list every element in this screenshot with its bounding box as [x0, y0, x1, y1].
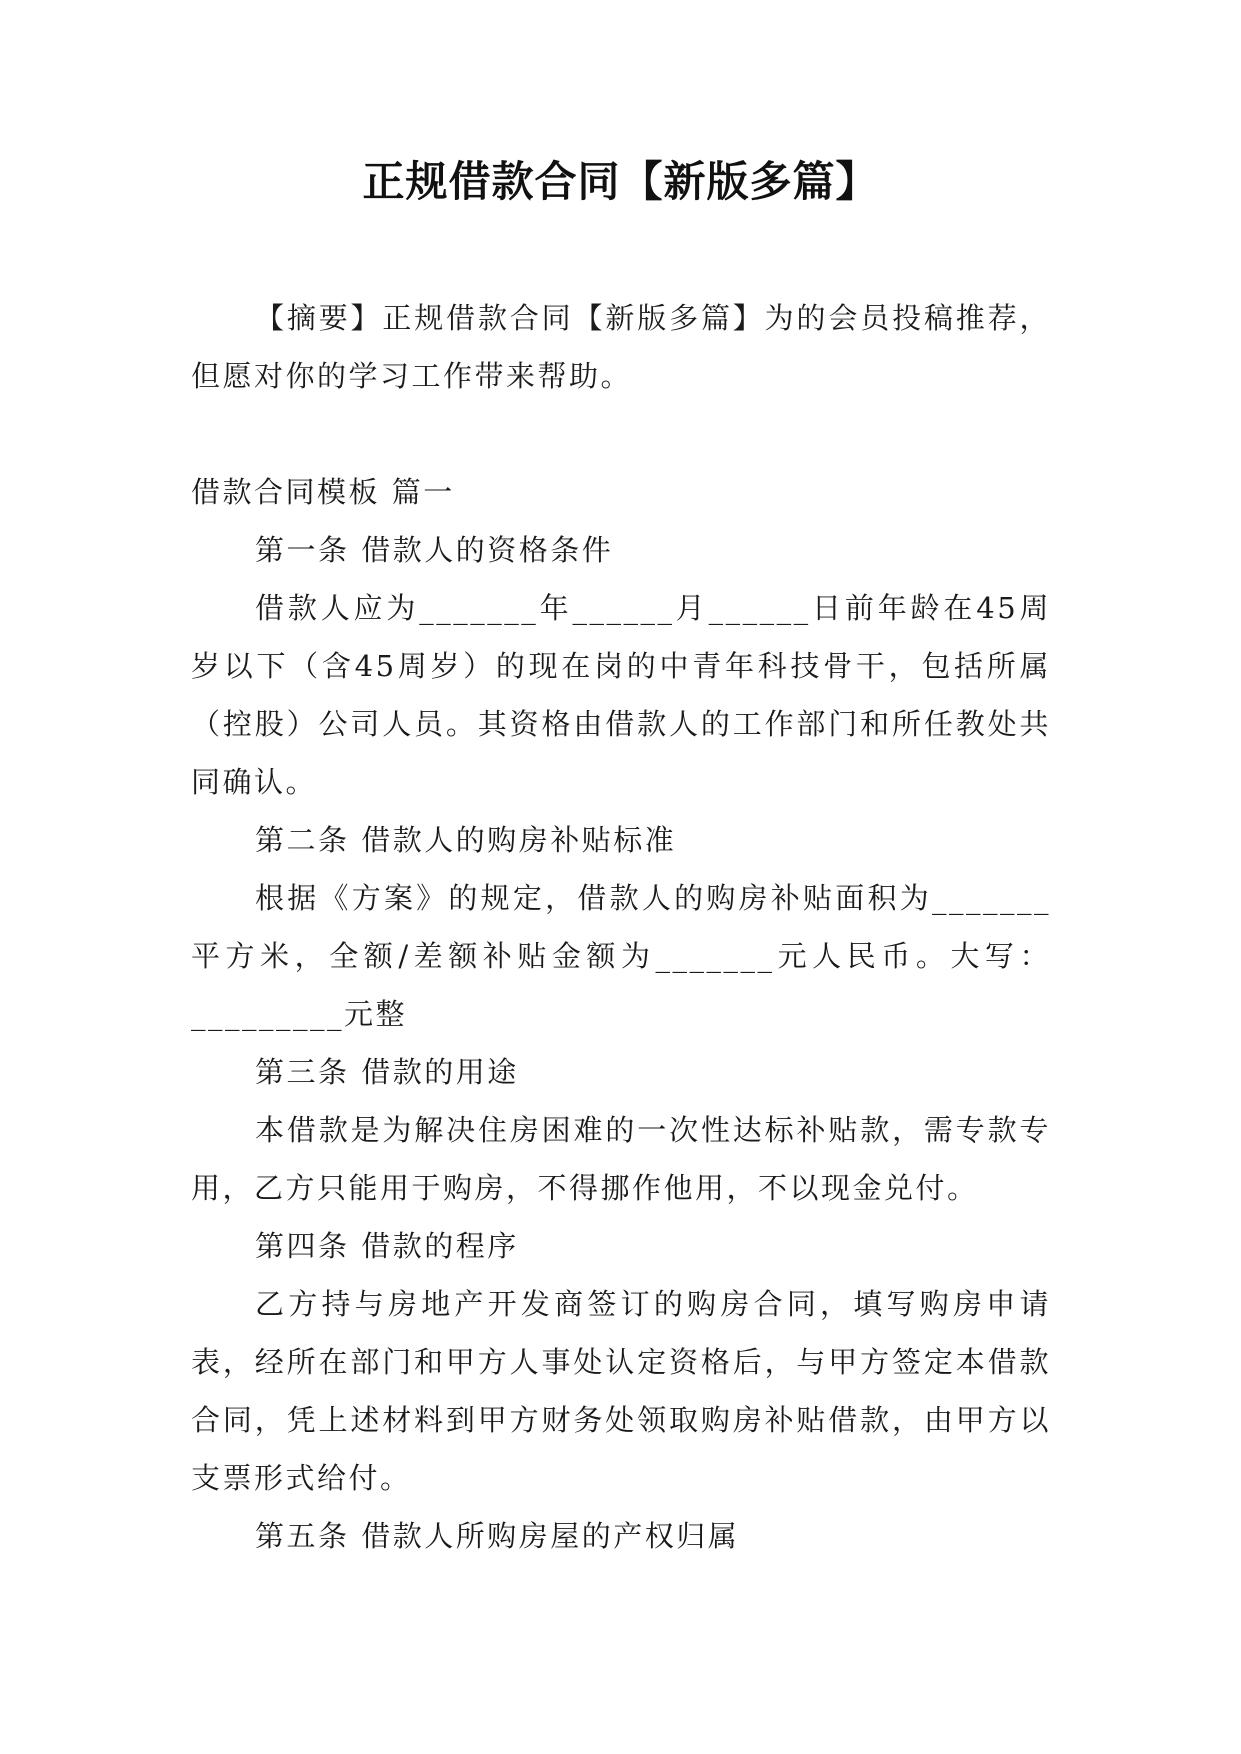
article-3-text: 本借款是为解决住房困难的一次性达标补贴款，需专款专用，乙方只能用于购房，不得挪作他用，不以现金兑付。: [191, 1113, 1051, 1205]
document-body: [191, 289, 1051, 1565]
article-1-heading: 第一条 借款人的资格条件: [255, 533, 614, 567]
article-3-heading: 第三条 借款的用途: [255, 1055, 519, 1089]
article-5-heading: 第五条 借款人所购房屋的产权归属: [255, 1519, 740, 1553]
document-title: 正规借款合同【新版多篇】: [362, 157, 879, 206]
article-2-text: 根据《方案》的规定，借款人的购房补贴面积为_______平方米，全额/差额补贴金额为_______元人民币。大写：_________元整: [191, 881, 1051, 1031]
article-2-heading: 第二条 借款人的购房补贴标准: [255, 823, 677, 857]
article-1-text: 借款人应为_______年______月______日前年龄在45周岁以下（含45周岁）的现在岗的中青年科技骨干，包括所属（控股）公司人员。其资格由借款人的工作部门和所任教处共同确认。: [191, 591, 1051, 799]
article-4-text: 乙方持与房地产开发商签订的购房合同，填写购房申请表，经所在部门和甲方人事处认定资格后，与甲方签定本借款合同，凭上述材料到甲方财务处领取购房补贴借款，由甲方以支票形式给付。: [191, 1287, 1051, 1495]
paragraph-spacer: [191, 405, 1051, 463]
article-4-heading: 第四条 借款的程序: [255, 1229, 519, 1263]
section-title: 借款合同模板 篇一: [191, 475, 455, 509]
abstract-paragraph: 【摘要】正规借款合同【新版多篇】为的会员投稿推荐，但愿对你的学习工作带来帮助。: [191, 301, 1051, 393]
